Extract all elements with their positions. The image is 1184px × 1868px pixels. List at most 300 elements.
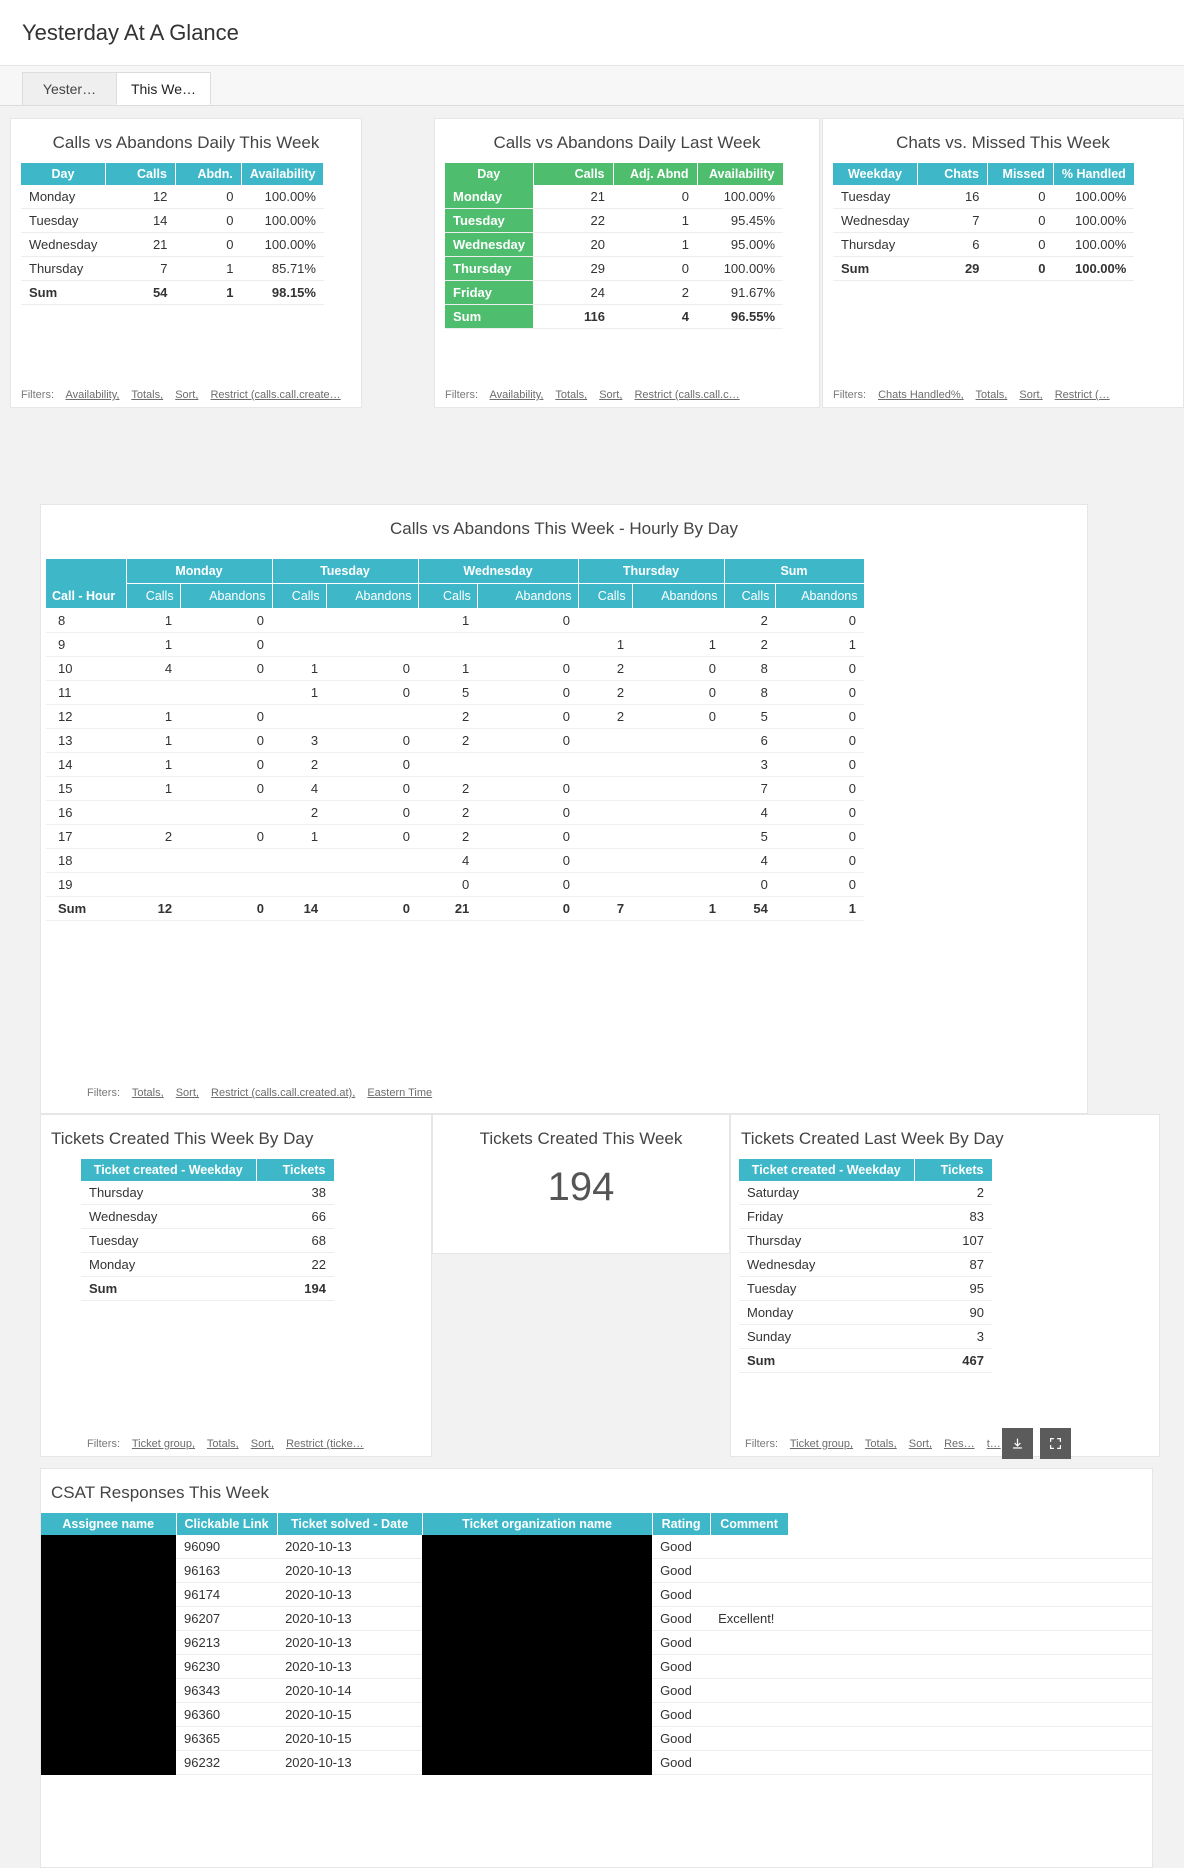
cell-sum-calls: 5 <box>724 705 776 729</box>
cell-wed-abandons: 0 <box>477 729 578 753</box>
cell-wed-abandons: 0 <box>477 609 578 633</box>
col-ticket-created-weekday[interactable]: Ticket created - Weekday <box>81 1159 256 1181</box>
cell-thu-calls: 7 <box>578 897 632 921</box>
col-availability[interactable]: Availability <box>241 163 324 185</box>
cell-wed-abandons: 0 <box>477 849 578 873</box>
cell-mon-abandons <box>180 801 272 825</box>
filter-link[interactable]: Availability, <box>65 389 120 401</box>
cell-abdn: 0 <box>175 185 241 209</box>
cell-wed-abandons: 0 <box>477 873 578 897</box>
cell-ticket-solved-date: 2020-10-13 <box>277 1535 422 1559</box>
cell-comment <box>710 1631 788 1655</box>
cell-wed-abandons: 0 <box>477 657 578 681</box>
col-chats[interactable]: Chats <box>917 163 987 185</box>
cell-missed: 0 <box>987 185 1053 209</box>
table-row <box>46 753 864 777</box>
expand-button[interactable] <box>1040 1428 1071 1459</box>
filter-link[interactable]: Sort, <box>908 1438 932 1450</box>
col-thursday-calls[interactable]: Calls <box>578 584 632 609</box>
cell-missed: 0 <box>987 209 1053 233</box>
table-row <box>46 729 864 753</box>
col-tuesday-calls[interactable]: Calls <box>272 584 326 609</box>
cell-tue-abandons <box>326 609 418 633</box>
card-title: Tickets Created This Week <box>479 1129 683 1148</box>
cell-tickets: 38 <box>256 1181 334 1205</box>
cell-thu-abandons <box>632 825 724 849</box>
cell-tue-abandons <box>326 849 418 873</box>
cell-rating: Good <box>652 1607 710 1631</box>
cell-comment <box>710 1559 788 1583</box>
cell-calls: 7 <box>105 257 175 281</box>
cell-mon-abandons: 0 <box>180 777 272 801</box>
cell-ticket-solved-date: 2020-10-15 <box>277 1727 422 1751</box>
cell-sum-abandons: 0 <box>776 777 864 801</box>
filter-link[interactable]: Restrict (calls.call.c… <box>634 389 740 401</box>
filters-label: Filters: <box>445 389 478 401</box>
col-ticket-solved-date[interactable]: Ticket solved - Date <box>277 1513 422 1535</box>
cell-wed-calls <box>418 633 477 657</box>
cell-wed-calls: 2 <box>418 705 477 729</box>
cell-tue-calls <box>272 873 326 897</box>
cell-rating: Good <box>652 1631 710 1655</box>
cell-adj-abnd: 0 <box>613 185 697 209</box>
table-header-group-row <box>46 559 864 584</box>
col-availability[interactable]: Availability <box>697 163 783 185</box>
cell-thu-calls <box>578 825 632 849</box>
cell-adj-abnd: 4 <box>613 305 697 329</box>
cell-assignee-name <box>41 1655 176 1679</box>
cell-chats: 7 <box>917 209 987 233</box>
cell-day: Sum <box>21 281 105 305</box>
cell-day: Thursday <box>445 257 533 281</box>
card-tickets-created-last-week-by-day <box>730 1114 1160 1457</box>
col-monday-calls[interactable]: Calls <box>126 584 180 609</box>
table-subheader-row <box>46 584 864 609</box>
cell-ticket-solved-date: 2020-10-13 <box>277 1655 422 1679</box>
cell-comment <box>710 1679 788 1703</box>
cell-day: Tuesday <box>21 209 105 233</box>
cell-sum-abandons: 1 <box>776 897 864 921</box>
cell-rating: Good <box>652 1655 710 1679</box>
table-row <box>21 209 324 233</box>
cell-rating: Good <box>652 1727 710 1751</box>
tab-bar <box>0 66 1184 106</box>
cell-clickable-link[interactable]: 96360 <box>176 1703 277 1727</box>
col-day[interactable]: Day <box>21 163 105 185</box>
col-pct-handled[interactable]: % Handled <box>1053 163 1134 185</box>
col-group-tuesday[interactable]: Tuesday <box>272 559 418 584</box>
col-day[interactable]: Day <box>445 163 533 185</box>
cell-tue-calls: 1 <box>272 657 326 681</box>
filter-link[interactable]: Eastern Time <box>367 1087 433 1099</box>
filter-link[interactable]: Totals, <box>131 389 164 401</box>
filter-link[interactable]: Res… <box>944 1438 975 1450</box>
cell-availability: 100.00% <box>697 185 783 209</box>
table-row <box>46 657 864 681</box>
filters-label: Filters: <box>87 1087 120 1099</box>
col-group-thursday[interactable]: Thursday <box>578 559 724 584</box>
tab-this-week[interactable]: This We… <box>116 72 211 105</box>
cell-filler <box>788 1583 1151 1607</box>
cell-calls: 24 <box>533 281 613 305</box>
cell-tue-calls <box>272 633 326 657</box>
col-adj-abnd[interactable]: Adj. Abnd <box>613 163 697 185</box>
filter-link[interactable]: Restrict (… <box>1054 389 1110 401</box>
table-row <box>445 185 783 209</box>
cell-mon-calls <box>126 681 180 705</box>
table-row <box>445 233 783 257</box>
cell-tue-abandons: 0 <box>326 753 418 777</box>
cell-tickets: 87 <box>914 1253 992 1277</box>
cell-ticket-organization-name <box>422 1703 652 1727</box>
cell-ticket-organization-name <box>422 1631 652 1655</box>
cell-chats: 29 <box>917 257 987 281</box>
table-row <box>46 849 864 873</box>
filter-link[interactable]: t… <box>986 1438 1001 1450</box>
col-ticket-organization-name[interactable]: Ticket organization name <box>422 1513 652 1535</box>
cell-clickable-link[interactable]: 96213 <box>176 1631 277 1655</box>
cell-clickable-link[interactable]: 96230 <box>176 1655 277 1679</box>
cell-hour: 19 <box>46 873 126 897</box>
cell-weekday: Saturday <box>739 1181 914 1205</box>
filter-link[interactable]: Totals, <box>131 1087 164 1099</box>
col-calls[interactable]: Calls <box>105 163 175 185</box>
cell-assignee-name <box>41 1727 176 1751</box>
table-header-row <box>739 1159 992 1181</box>
cell-mon-calls: 1 <box>126 705 180 729</box>
filter-link[interactable]: Sort, <box>599 389 623 401</box>
filter-link[interactable]: Restrict (ticke… <box>286 1438 364 1450</box>
tab-yesterday[interactable]: Yester… <box>22 72 117 105</box>
cell-weekday: Sum <box>81 1277 256 1301</box>
cell-tue-calls <box>272 609 326 633</box>
filter-link[interactable]: Restrict (calls.call.create… <box>210 389 341 401</box>
download-button[interactable] <box>1002 1428 1033 1459</box>
filter-link[interactable]: Availability, <box>489 389 544 401</box>
col-calls[interactable]: Calls <box>533 163 613 185</box>
cell-filler <box>788 1607 1151 1631</box>
col-missed[interactable]: Missed <box>987 163 1053 185</box>
cell-tickets: 22 <box>256 1253 334 1277</box>
cell-availability: 95.45% <box>697 209 783 233</box>
cell-sum-abandons: 0 <box>776 657 864 681</box>
col-weekday[interactable]: Weekday <box>833 163 917 185</box>
cell-sum-calls: 3 <box>724 753 776 777</box>
cell-pct: 100.00% <box>1053 185 1134 209</box>
table-row <box>21 233 324 257</box>
cell-clickable-link[interactable]: 96232 <box>176 1751 277 1775</box>
cell-wed-abandons: 0 <box>477 801 578 825</box>
cell-hour: 9 <box>46 633 126 657</box>
cell-sum-calls: 0 <box>724 873 776 897</box>
col-call-hour[interactable]: Call - Hour <box>46 559 126 609</box>
cell-clickable-link[interactable]: 96365 <box>176 1727 277 1751</box>
cell-tickets: 95 <box>914 1277 992 1301</box>
cell-ticket-solved-date: 2020-10-13 <box>277 1751 422 1775</box>
table-row <box>46 873 864 897</box>
filters-bar <box>87 1438 425 1450</box>
cell-sum-calls: 7 <box>724 777 776 801</box>
table-row <box>41 1679 1152 1703</box>
col-tickets[interactable]: Tickets <box>914 1159 992 1181</box>
cell-thu-calls <box>578 849 632 873</box>
table-row <box>46 801 864 825</box>
cell-availability: 96.55% <box>697 305 783 329</box>
cell-adj-abnd: 0 <box>613 257 697 281</box>
col-group-wednesday[interactable]: Wednesday <box>418 559 578 584</box>
cell-comment <box>710 1583 788 1607</box>
cell-availability: 91.67% <box>697 281 783 305</box>
cell-filler <box>788 1703 1151 1727</box>
table-row <box>833 185 1134 209</box>
cell-mon-abandons: 0 <box>180 753 272 777</box>
cell-calls: 22 <box>533 209 613 233</box>
cell-wed-calls: 5 <box>418 681 477 705</box>
col-tuesday-abandons[interactable]: Abandons <box>326 584 418 609</box>
cell-availability: 100.00% <box>241 185 324 209</box>
col-thursday-abandons[interactable]: Abandons <box>632 584 724 609</box>
table-row <box>41 1727 1152 1751</box>
cell-tue-abandons: 0 <box>326 825 418 849</box>
cell-hour: 14 <box>46 753 126 777</box>
table-header-row <box>445 163 783 185</box>
cell-day: Monday <box>21 185 105 209</box>
cell-calls: 54 <box>105 281 175 305</box>
cell-calls: 116 <box>533 305 613 329</box>
cell-mon-abandons <box>180 873 272 897</box>
cell-filler <box>788 1655 1151 1679</box>
cell-mon-calls: 1 <box>126 753 180 777</box>
card-calls-vs-abandons-hourly <box>40 504 1088 1114</box>
cell-wed-abandons: 0 <box>477 825 578 849</box>
cell-calls: 14 <box>105 209 175 233</box>
table-row-sum <box>81 1277 334 1301</box>
cell-clickable-link[interactable]: 96343 <box>176 1679 277 1703</box>
cell-filler <box>788 1751 1151 1775</box>
col-ticket-created-weekday[interactable]: Ticket created - Weekday <box>739 1159 914 1181</box>
filter-link[interactable]: Ticket group, <box>131 1438 196 1450</box>
cell-mon-abandons <box>180 849 272 873</box>
cell-adj-abnd: 1 <box>613 233 697 257</box>
table-row <box>445 257 783 281</box>
cell-assignee-name <box>41 1535 176 1559</box>
cell-ticket-solved-date: 2020-10-14 <box>277 1679 422 1703</box>
cell-abdn: 0 <box>175 233 241 257</box>
cell-wed-calls: 2 <box>418 825 477 849</box>
cell-ticket-organization-name <box>422 1751 652 1775</box>
cell-tue-abandons <box>326 873 418 897</box>
cell-assignee-name <box>41 1583 176 1607</box>
col-sum-abandons[interactable]: Abandons <box>776 584 864 609</box>
table-row <box>21 257 324 281</box>
cell-sum-calls: 8 <box>724 681 776 705</box>
cell-thu-abandons <box>632 729 724 753</box>
table-row <box>41 1703 1152 1727</box>
cell-mon-calls: 4 <box>126 657 180 681</box>
card-title: Calls vs Abandons This Week - Hourly By Day <box>389 519 738 538</box>
cell-tue-abandons: 0 <box>326 897 418 921</box>
filters-label: Filters: <box>833 389 866 401</box>
col-wednesday-abandons[interactable]: Abandons <box>477 584 578 609</box>
col-sum-calls[interactable]: Calls <box>724 584 776 609</box>
cell-weekday: Friday <box>739 1205 914 1229</box>
cell-wed-abandons: 0 <box>477 897 578 921</box>
cell-thu-abandons: 0 <box>632 681 724 705</box>
cell-mon-calls: 1 <box>126 609 180 633</box>
filter-link[interactable]: Totals, <box>206 1438 239 1450</box>
cell-tue-abandons: 0 <box>326 777 418 801</box>
cell-clickable-link[interactable]: 96163 <box>176 1559 277 1583</box>
filter-link[interactable]: Sort, <box>175 389 199 401</box>
cell-clickable-link[interactable]: 96207 <box>176 1607 277 1631</box>
hourly-table <box>46 559 865 921</box>
cell-filler <box>788 1559 1151 1583</box>
cell-tue-calls: 14 <box>272 897 326 921</box>
table-row <box>445 281 783 305</box>
table-row <box>81 1181 334 1205</box>
cell-weekday: Thursday <box>833 233 917 257</box>
tickets-this-week-table <box>81 1159 335 1301</box>
cell-comment <box>710 1703 788 1727</box>
cell-ticket-organization-name <box>422 1655 652 1679</box>
table-row <box>739 1181 992 1205</box>
cell-weekday: Tuesday <box>833 185 917 209</box>
table-header-row <box>81 1159 334 1181</box>
cell-wed-calls: 2 <box>418 801 477 825</box>
cell-hour: 11 <box>46 681 126 705</box>
filter-link[interactable]: Sort, <box>175 1087 199 1099</box>
cell-clickable-link[interactable]: 96174 <box>176 1583 277 1607</box>
cell-tue-abandons: 0 <box>326 729 418 753</box>
col-group-sum[interactable]: Sum <box>724 559 864 584</box>
cell-day: Wednesday <box>21 233 105 257</box>
cell-weekday: Sunday <box>739 1325 914 1349</box>
col-group-monday[interactable]: Monday <box>126 559 272 584</box>
col-assignee-name[interactable]: Assignee name <box>41 1513 176 1535</box>
cell-sum-abandons: 0 <box>776 729 864 753</box>
cell-wed-calls <box>418 753 477 777</box>
cell-wed-abandons <box>477 633 578 657</box>
cell-day: Wednesday <box>445 233 533 257</box>
cell-day: Monday <box>445 185 533 209</box>
table-row <box>81 1253 334 1277</box>
card-calls-vs-abandons-last-week <box>434 118 820 408</box>
cell-mon-abandons: 0 <box>180 729 272 753</box>
table-row <box>41 1751 1152 1775</box>
cell-sum-abandons: 0 <box>776 849 864 873</box>
cell-filler <box>788 1679 1151 1703</box>
filter-link[interactable]: Restrict (calls.call.created.at), <box>211 1087 356 1099</box>
cell-rating: Good <box>652 1679 710 1703</box>
table-row <box>46 609 864 633</box>
table-row-sum <box>739 1349 992 1373</box>
cell-mon-calls: 12 <box>126 897 180 921</box>
cell-wed-calls: 1 <box>418 609 477 633</box>
col-monday-abandons[interactable]: Abandons <box>180 584 272 609</box>
filter-link[interactable]: Ticket group, <box>789 1438 854 1450</box>
filter-link[interactable]: Sort, <box>250 1438 274 1450</box>
cell-wed-calls: 21 <box>418 897 477 921</box>
cell-thu-calls: 2 <box>578 681 632 705</box>
cell-weekday: Tuesday <box>81 1229 256 1253</box>
cell-pct: 100.00% <box>1053 209 1134 233</box>
cell-sum-abandons: 0 <box>776 753 864 777</box>
card-title: Chats vs. Missed This Week <box>896 133 1110 152</box>
cell-comment <box>710 1655 788 1679</box>
cell-ticket-organization-name <box>422 1679 652 1703</box>
cell-tue-calls: 2 <box>272 753 326 777</box>
cell-comment: Excellent! <box>710 1607 788 1631</box>
cell-thu-calls <box>578 753 632 777</box>
table-row <box>46 705 864 729</box>
cell-weekday: Monday <box>81 1253 256 1277</box>
cell-mon-calls: 2 <box>126 825 180 849</box>
filter-link[interactable]: Totals, <box>555 389 588 401</box>
cell-rating: Good <box>652 1535 710 1559</box>
cell-sum-abandons: 0 <box>776 873 864 897</box>
cell-clickable-link[interactable]: 96090 <box>176 1535 277 1559</box>
filters-label: Filters: <box>745 1438 778 1450</box>
cell-mon-abandons: 0 <box>180 897 272 921</box>
col-wednesday-calls[interactable]: Calls <box>418 584 477 609</box>
calls-vs-abandons-this-week-table <box>21 163 324 305</box>
table-row <box>739 1325 992 1349</box>
cell-ticket-organization-name <box>422 1583 652 1607</box>
tickets-created-value: 194 <box>547 1165 615 1209</box>
cell-tickets: 90 <box>914 1301 992 1325</box>
filter-link[interactable]: Sort, <box>1019 389 1043 401</box>
cell-adj-abnd: 1 <box>613 209 697 233</box>
cell-day: Friday <box>445 281 533 305</box>
cell-adj-abnd: 2 <box>613 281 697 305</box>
filter-link[interactable]: Totals, <box>864 1438 897 1450</box>
cell-hour: 12 <box>46 705 126 729</box>
cell-filler <box>788 1535 1151 1559</box>
cell-wed-abandons: 0 <box>477 681 578 705</box>
cell-sum-abandons: 0 <box>776 609 864 633</box>
cell-tickets: 107 <box>914 1229 992 1253</box>
cell-thu-calls <box>578 729 632 753</box>
cell-sum-calls: 5 <box>724 825 776 849</box>
col-filler <box>788 1513 1151 1535</box>
cell-assignee-name <box>41 1631 176 1655</box>
cell-assignee-name <box>41 1559 176 1583</box>
table-row <box>41 1535 1152 1559</box>
cell-tue-calls: 4 <box>272 777 326 801</box>
cell-thu-abandons: 1 <box>632 897 724 921</box>
cell-sum-abandons: 1 <box>776 633 864 657</box>
col-tickets[interactable]: Tickets <box>256 1159 334 1181</box>
col-rating[interactable]: Rating <box>652 1513 710 1535</box>
tickets-last-week-table <box>739 1159 993 1373</box>
cell-mon-calls <box>126 801 180 825</box>
cell-assignee-name <box>41 1703 176 1727</box>
table-row <box>21 185 324 209</box>
filters-bar <box>445 389 813 401</box>
filter-link[interactable]: Chats Handled%, <box>878 389 964 401</box>
col-clickable-link[interactable]: Clickable Link <box>176 1513 277 1535</box>
cell-tue-abandons: 0 <box>326 801 418 825</box>
table-row <box>41 1559 1152 1583</box>
col-abdn[interactable]: Abdn. <box>175 163 241 185</box>
cell-thu-calls <box>578 777 632 801</box>
page-header <box>0 0 1184 66</box>
table-row <box>41 1631 1152 1655</box>
col-comment[interactable]: Comment <box>710 1513 788 1535</box>
cell-mon-calls <box>126 873 180 897</box>
cell-availability: 100.00% <box>241 209 324 233</box>
filter-link[interactable]: Totals, <box>975 389 1008 401</box>
